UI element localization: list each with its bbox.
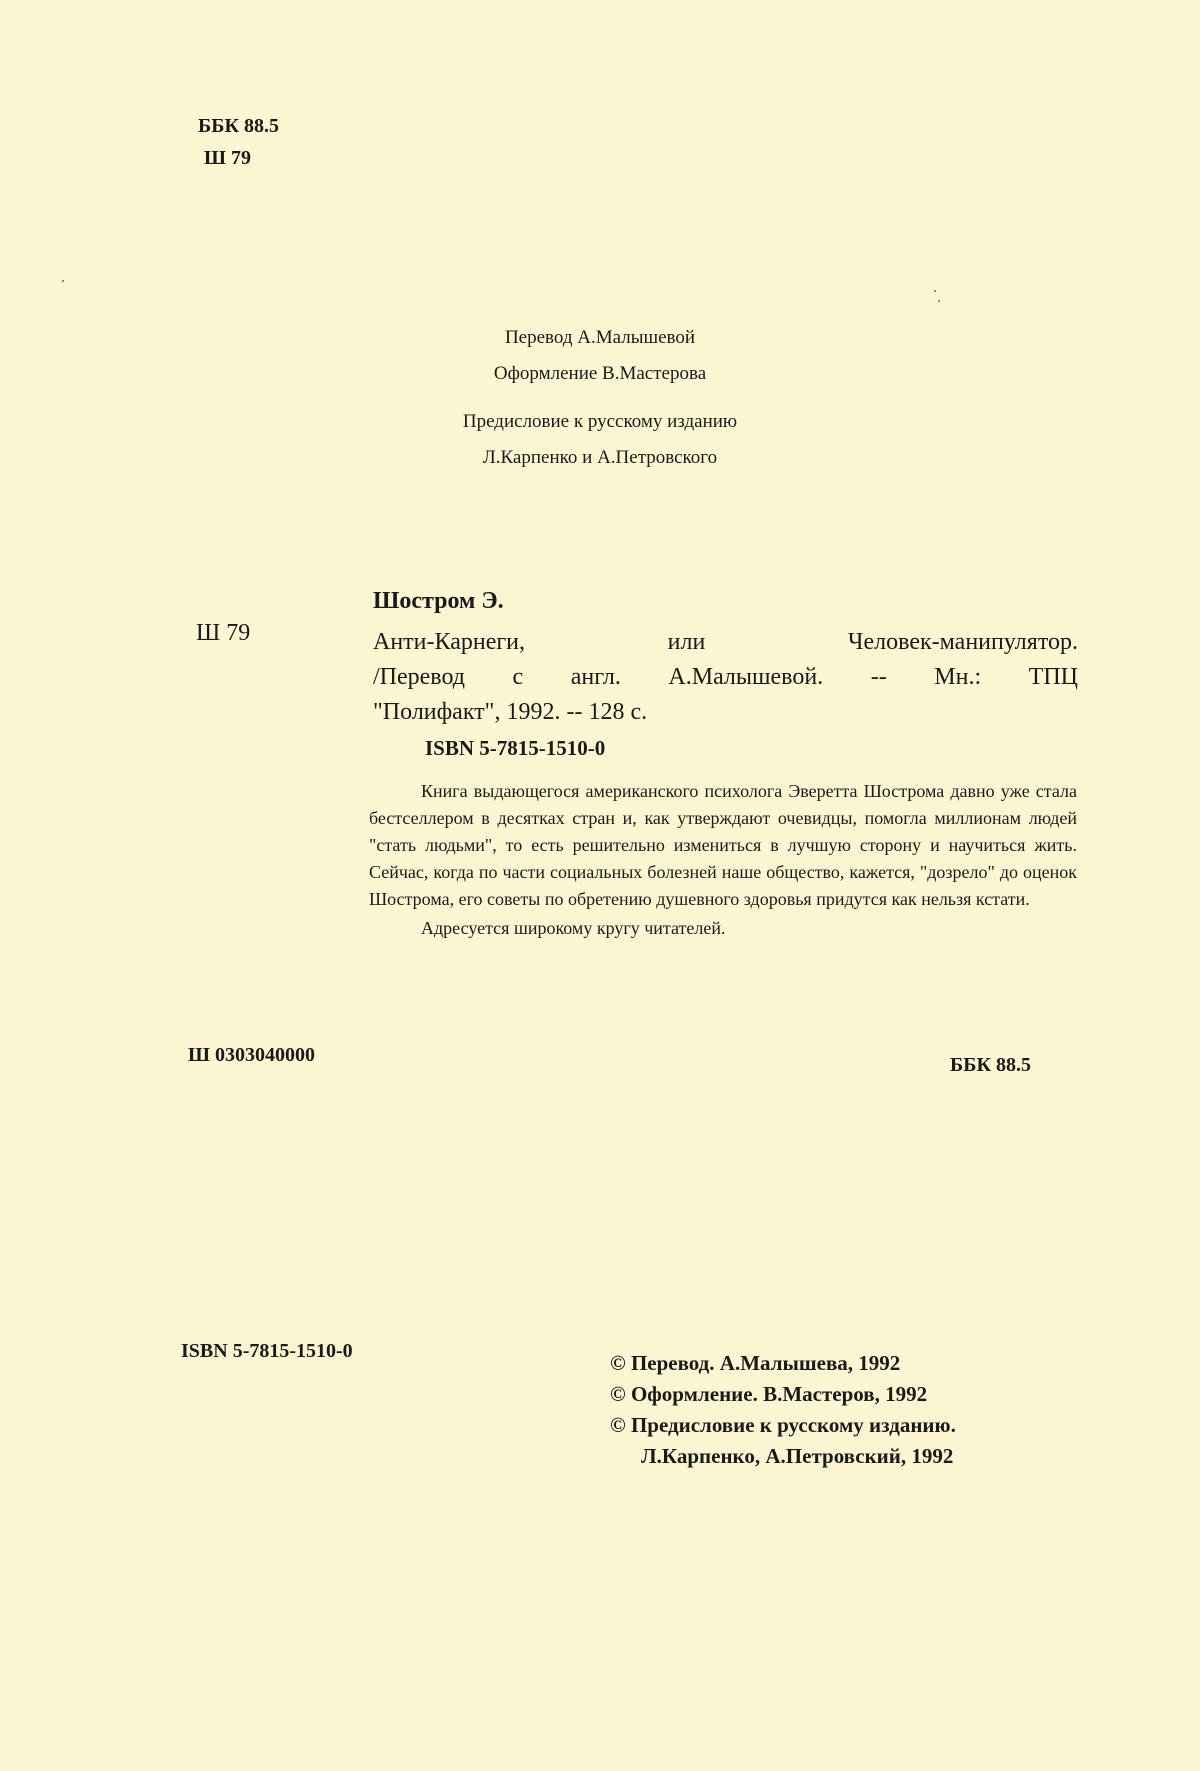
credit-translation: Перевод А.Малышевой [504,327,696,348]
scan-speck [934,290,936,292]
credit-foreword-line1: Предисловие к русскому изданию [462,411,738,432]
biblio-author-index: Ш 79 [196,620,251,646]
top-bbk-code: ББК 88.5 [198,115,279,137]
annotation [369,778,1077,942]
copyright-notices [610,1348,956,1472]
credit-foreword-line2: Л.Карпенко и А.Петровского [482,447,718,468]
bottom-isbn: ISBN 5-7815-1510-0 [181,1340,353,1362]
scan-speck [62,280,64,282]
copyright-foreword-authors: Л.Карпенко, А.Петровский, 1992 [641,1444,954,1468]
biblio-description [373,625,1078,730]
biblio-line1: Анти-Карнеги, или Человек-манипулятор. [373,629,1078,655]
credit-design: Оформление В.Мастерова [493,363,707,384]
biblio-line2: /Перевод с англ. А.Малышевой. -- Мн.: ТПЦ [373,664,1078,690]
credits-foreword [0,404,1200,476]
catalog-code: Ш 0303040000 [188,1044,315,1066]
copyright-translation: © Перевод. А.Малышева, 1992 [610,1351,901,1375]
biblio-bbk: ББК 88.5 [950,1054,1031,1076]
scan-speck [938,300,940,302]
biblio-line3: "Полифакт", 1992. -- 128 с. [373,699,648,725]
annotation-audience: Адресуется широкому кругу читателей. [421,918,726,938]
top-author-mark: Ш 79 [204,147,251,169]
biblio-author: Шостром Э. [373,588,504,614]
annotation-text: Книга выдающегося американского психолога Эверетта Шострома давно уже стала бестселлером в десятках стран и, как утверждают очевидцы, помогла миллионам людей "стать людьми", то есть решительно измениться в лучшую сторону и научиться жить. Сейчас, когда по части социальных болезней наше общество, кажется, "дозрело" до оценок Шострома, его советы по обретению душевного здоровья придутся как нельзя кстати. [369,781,1077,909]
copyright-foreword: © Предисловие к русскому изданию. [610,1413,956,1437]
copyright-design: © Оформление. В.Мастеров, 1992 [610,1382,928,1406]
biblio-isbn: ISBN 5-7815-1510-0 [425,736,606,760]
top-classification [198,110,279,174]
credits-translation-design [0,320,1200,392]
